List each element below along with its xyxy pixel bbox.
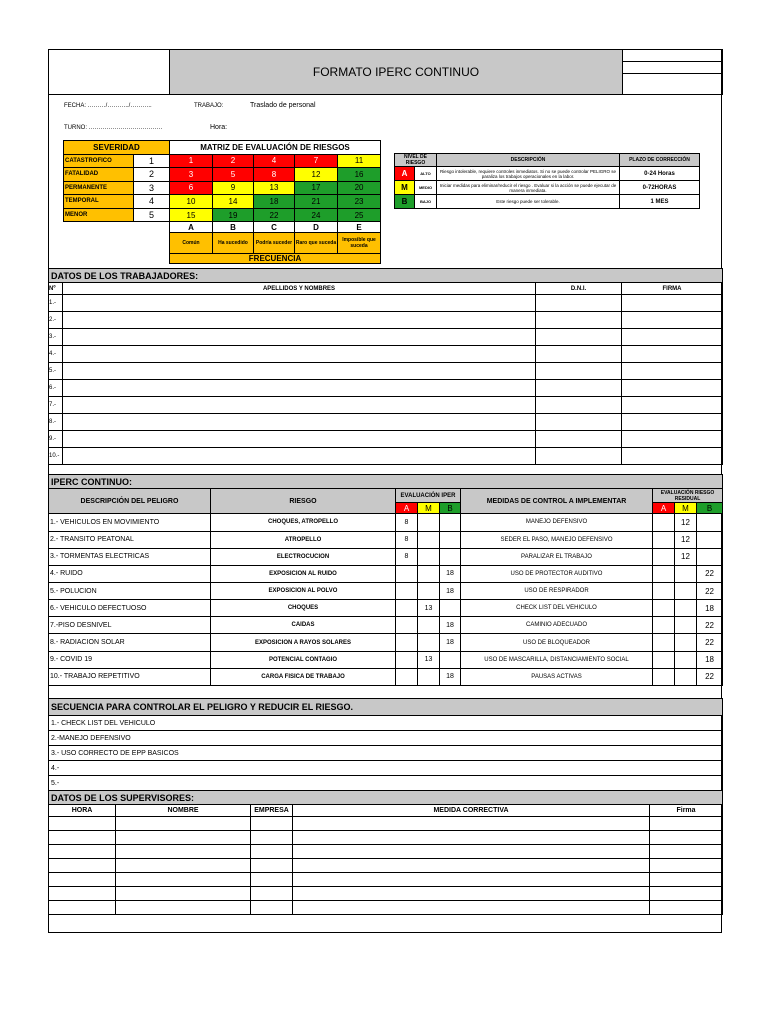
supervisor-header: EMPRESA — [251, 805, 293, 817]
eval-a-value — [396, 600, 418, 617]
matrix-cell: 23 — [338, 195, 381, 209]
severity-number: 4 — [134, 195, 170, 209]
eval-b-value — [440, 651, 461, 668]
worker-name-field[interactable] — [63, 431, 536, 448]
frequency-label: Ha sucedido — [213, 232, 254, 253]
level-name: ALTO — [415, 167, 437, 181]
control-measure: USO DE PROTECTOR AUDITIVO — [461, 565, 653, 582]
residual-b-header: B — [697, 503, 723, 514]
worker-dni-field[interactable] — [536, 380, 622, 397]
iperc-table — [48, 474, 723, 686]
worker-signature-field[interactable] — [622, 431, 723, 448]
residual-b-value: 18 — [697, 600, 723, 617]
supervisor-medida-field[interactable] — [293, 845, 650, 859]
control-measure: PARALIZAR EL TRABAJO — [461, 548, 653, 565]
frequency-letter: D — [295, 222, 338, 232]
worker-signature-field[interactable] — [622, 414, 723, 431]
residual-m-value — [675, 582, 697, 599]
residual-m-value — [675, 668, 697, 685]
severity-number: 5 — [134, 208, 170, 222]
eval-a-value — [396, 668, 418, 685]
workers-num-header: Nº — [49, 283, 63, 295]
supervisor-hora-field[interactable] — [49, 887, 116, 901]
residual-b-value: 18 — [697, 651, 723, 668]
matrix-cell: 25 — [338, 208, 381, 222]
workers-name-header: APELLIDOS Y NOMBRES — [63, 283, 536, 295]
frequency-letter: C — [254, 222, 295, 232]
supervisor-medida-field[interactable] — [293, 817, 650, 831]
matrix-cell: 22 — [254, 208, 295, 222]
matrix-cell: 10 — [170, 195, 213, 209]
hazard-description: 9.- COVID 19 — [49, 651, 211, 668]
risk-description: ATROPELLO — [211, 531, 396, 548]
matrix-cell: 21 — [295, 195, 338, 209]
matrix-cell: 6 — [170, 181, 213, 195]
matrix-cell: 4 — [254, 154, 295, 168]
control-measure: USO DE RESPIRADOR — [461, 582, 653, 599]
matrix-cell: 15 — [170, 208, 213, 222]
residual-b-value — [697, 531, 723, 548]
worker-number: 8.- — [49, 414, 63, 431]
supervisor-empresa-field[interactable] — [251, 901, 293, 915]
worker-dni-field[interactable] — [536, 431, 622, 448]
supervisor-medida-field[interactable] — [293, 859, 650, 873]
frequency-label: Imposible que suceda — [338, 232, 381, 253]
residual-a-value — [653, 634, 675, 651]
eval-b-value — [440, 531, 461, 548]
matrix-cell: 5 — [213, 168, 254, 182]
eval-a-value — [396, 617, 418, 634]
supervisor-empresa-field[interactable] — [251, 887, 293, 901]
eval-a-value — [396, 651, 418, 668]
matrix-cell: 1 — [170, 154, 213, 168]
date-cell — [623, 74, 723, 95]
severity-number: 2 — [134, 168, 170, 182]
worker-dni-field[interactable] — [536, 448, 622, 465]
eval-m-value: 13 — [418, 651, 440, 668]
code-cell — [623, 50, 723, 62]
supervisor-nombre-field[interactable] — [116, 901, 251, 915]
supervisor-firma-field[interactable] — [650, 887, 723, 901]
residual-b-value: 22 — [697, 565, 723, 582]
residual-m-value — [675, 651, 697, 668]
supervisor-medida-field[interactable] — [293, 901, 650, 915]
worker-number: 7.- — [49, 397, 63, 414]
supervisor-nombre-field[interactable] — [116, 831, 251, 845]
worker-number: 9.- — [49, 431, 63, 448]
worker-name-field[interactable] — [63, 448, 536, 465]
worker-name-field[interactable] — [63, 397, 536, 414]
risk-description: POTENCIAL CONTAGIO — [211, 651, 396, 668]
control-measure: MANEJO DEFENSIVO — [461, 514, 653, 531]
version-cell — [623, 62, 723, 74]
worker-name-field[interactable] — [63, 414, 536, 431]
supervisor-header: HORA — [49, 805, 116, 817]
eval-m-value: 13 — [418, 600, 440, 617]
sequence-step[interactable]: 5.- — [49, 776, 723, 791]
eval-b-header: B — [440, 503, 461, 514]
eval-a-value: 8 — [396, 514, 418, 531]
level-letter: A — [395, 167, 415, 181]
plazo-header: PLAZO DE CORRECCIÓN — [620, 154, 700, 167]
supervisor-hora-field[interactable] — [49, 817, 116, 831]
control-measure: USO DE MASCARILLA, DISTANCIAMIENTO SOCIAL — [461, 651, 653, 668]
risk-description: CHOQUES — [211, 600, 396, 617]
severidad-title: SEVERIDAD — [64, 141, 170, 155]
control-measure: USO DE BLOQUEADOR — [461, 634, 653, 651]
level-letter: B — [395, 195, 415, 209]
frecuencia-title: FRECUENCIA — [170, 253, 381, 263]
worker-signature-field[interactable] — [622, 346, 723, 363]
matrix-cell: 2 — [213, 154, 254, 168]
matrix-cell: 18 — [254, 195, 295, 209]
supervisor-firma-field[interactable] — [650, 817, 723, 831]
level-letter: M — [395, 181, 415, 195]
residual-a-header: A — [653, 503, 675, 514]
severity-number: 1 — [134, 154, 170, 168]
level-description: Iniciar medidas para eliminar/reducir el riesgo . Evaluar si la acción se puede ejecutar de manera inmediata. — [437, 181, 620, 195]
risk-description: EXPOSICION AL POLVO — [211, 582, 396, 599]
residual-a-value — [653, 565, 675, 582]
hazard-description: 7.-PISO DESNIVEL — [49, 617, 211, 634]
severity-label: PERMANENTE — [64, 181, 134, 195]
supervisors-title: DATOS DE LOS SUPERVISORES: — [49, 791, 723, 805]
supervisor-nombre-field[interactable] — [116, 859, 251, 873]
level-name: MEDIO — [415, 181, 437, 195]
residual-a-value — [653, 668, 675, 685]
eval-m-value — [418, 668, 440, 685]
worker-name-field[interactable] — [63, 380, 536, 397]
hazard-description: 2.- TRANSITO PEATONAL — [49, 531, 211, 548]
control-measure: CHECK LIST DEL VEHICULO — [461, 600, 653, 617]
eval-m-value — [418, 582, 440, 599]
worker-signature-field[interactable] — [622, 397, 723, 414]
supervisor-empresa-field[interactable] — [251, 845, 293, 859]
supervisor-header: NOMBRE — [116, 805, 251, 817]
residual-b-value: 22 — [697, 582, 723, 599]
risk-description: EXPOSICION AL RUIDO — [211, 565, 396, 582]
residual-m-value: 12 — [675, 514, 697, 531]
turno-field[interactable]: TURNO: ………………………………. — [64, 125, 163, 131]
eval-b-value — [440, 514, 461, 531]
worker-number: 6.- — [49, 380, 63, 397]
residual-b-value — [697, 548, 723, 565]
eval-a-value — [396, 565, 418, 582]
matrix-cell: 17 — [295, 181, 338, 195]
residual-header: EVALUACIÓN RIESGO RESIDUAL — [653, 489, 723, 503]
residual-m-value — [675, 617, 697, 634]
risk-description: CHOQUES, ATROPELLO — [211, 514, 396, 531]
residual-b-value: 22 — [697, 668, 723, 685]
risk-levels-table — [394, 153, 700, 209]
matrix-cell: 12 — [295, 168, 338, 182]
supervisor-medida-field[interactable] — [293, 887, 650, 901]
supervisor-header: Firma — [650, 805, 723, 817]
worker-name-field[interactable] — [63, 363, 536, 380]
eval-m-value — [418, 617, 440, 634]
frequency-label: Podría suceder — [254, 232, 295, 253]
worker-number: 3.- — [49, 329, 63, 346]
form-title: FORMATO IPERC CONTINUO — [170, 50, 623, 95]
worker-signature-field[interactable] — [622, 329, 723, 346]
residual-m-value: 12 — [675, 548, 697, 565]
worker-dni-field[interactable] — [536, 346, 622, 363]
supervisor-nombre-field[interactable] — [116, 845, 251, 859]
severity-label: MENOR — [64, 208, 134, 222]
workers-dni-header: D.N.I. — [536, 283, 622, 295]
worker-dni-field[interactable] — [536, 414, 622, 431]
eval-b-value: 18 — [440, 617, 461, 634]
eval-iper-header: EVALUACIÓN IPER — [396, 489, 461, 503]
worker-number: 5.- — [49, 363, 63, 380]
hazard-description: 5.- POLUCION — [49, 582, 211, 599]
sequence-step[interactable]: 4.- — [49, 761, 723, 776]
worker-dni-field[interactable] — [536, 363, 622, 380]
eval-m-value — [418, 514, 440, 531]
residual-a-value — [653, 514, 675, 531]
supervisor-firma-field[interactable] — [650, 901, 723, 915]
frequency-label: Común — [170, 232, 213, 253]
eval-m-header: M — [418, 503, 440, 514]
supervisor-hora-field[interactable] — [49, 831, 116, 845]
residual-a-value — [653, 531, 675, 548]
worker-name-field[interactable] — [63, 329, 536, 346]
supervisor-nombre-field[interactable] — [116, 873, 251, 887]
worker-signature-field[interactable] — [622, 380, 723, 397]
supervisor-hora-field[interactable] — [49, 901, 116, 915]
hazard-description: 8.- RADIACION SOLAR — [49, 634, 211, 651]
risk-description: EXPOSICION A RAYOS SOLARES — [211, 634, 396, 651]
hazard-description: 10.- TRABAJO REPETITIVO — [49, 668, 211, 685]
sequence-step[interactable]: 2.-MANEJO DEFENSIVO — [49, 731, 723, 746]
frequency-letter: E — [338, 222, 381, 232]
nivel-header: NIVEL DE RIESGO — [395, 154, 437, 167]
logo-cell — [49, 50, 170, 95]
residual-b-value: 22 — [697, 617, 723, 634]
peligro-header: DESCRIPCIÓN DEL PELIGRO — [49, 489, 211, 514]
residual-a-value — [653, 651, 675, 668]
matrix-cell: 3 — [170, 168, 213, 182]
riesgo-header: RIESGO — [211, 489, 396, 514]
worker-signature-field[interactable] — [622, 448, 723, 465]
risk-matrix — [63, 140, 381, 264]
supervisor-medida-field[interactable] — [293, 873, 650, 887]
eval-a-value: 8 — [396, 531, 418, 548]
supervisor-hora-field[interactable] — [49, 859, 116, 873]
matrix-cell: 20 — [338, 181, 381, 195]
sequence-step[interactable]: 1.- CHECK LIST DEL VEHICULO — [49, 716, 723, 731]
residual-m-header: M — [675, 503, 697, 514]
residual-b-value: 22 — [697, 634, 723, 651]
workers-firma-header: FIRMA — [622, 283, 723, 295]
level-deadline: 0-24 Horas — [620, 167, 700, 181]
eval-b-value: 18 — [440, 582, 461, 599]
sequence-title: SECUENCIA PARA CONTROLAR EL PELIGRO Y REDUCIR EL RIESGO. — [49, 699, 723, 716]
residual-m-value: 12 — [675, 531, 697, 548]
residual-a-value — [653, 582, 675, 599]
severity-number: 3 — [134, 181, 170, 195]
eval-m-value — [418, 548, 440, 565]
hazard-description: 1.- VEHICULOS EN MOVIMIENTO — [49, 514, 211, 531]
frequency-letter: B — [213, 222, 254, 232]
hazard-description: 6.- VEHICULO DEFECTUOSO — [49, 600, 211, 617]
worker-dni-field[interactable] — [536, 329, 622, 346]
supervisor-medida-field[interactable] — [293, 831, 650, 845]
descripcion-header: DESCRIPCIÓN — [437, 154, 620, 167]
worker-name-field[interactable] — [63, 312, 536, 329]
supervisors-table — [48, 790, 723, 915]
trabajo-label: TRABAJO: — [194, 103, 224, 109]
title-block — [48, 49, 723, 95]
supervisor-firma-field[interactable] — [650, 831, 723, 845]
supervisor-firma-field[interactable] — [650, 873, 723, 887]
risk-description: CAIDAS — [211, 617, 396, 634]
hora-field[interactable]: Hora: — [210, 124, 228, 131]
eval-b-value — [440, 548, 461, 565]
worker-number: 2.- — [49, 312, 63, 329]
residual-b-value — [697, 514, 723, 531]
residual-m-value — [675, 565, 697, 582]
matrix-cell: 9 — [213, 181, 254, 195]
worker-name-field[interactable] — [63, 346, 536, 363]
eval-m-value — [418, 565, 440, 582]
residual-m-value — [675, 634, 697, 651]
level-description: Riesgo intolerable, requiere controles inmediatos. Si no se puede controlar PELIGRO se paraliza los trabajos operacionales en la labor. — [437, 167, 620, 181]
worker-dni-field[interactable] — [536, 295, 622, 312]
supervisor-hora-field[interactable] — [49, 845, 116, 859]
control-measure: CAMINIO ADECUADO — [461, 617, 653, 634]
workers-table — [48, 268, 723, 465]
matrix-cell: 8 — [254, 168, 295, 182]
eval-b-value — [440, 600, 461, 617]
medidas-header: MEDIDAS DE CONTROL A IMPLEMENTAR — [461, 489, 653, 514]
sequence-step[interactable]: 3.- USO CORRECTO DE EPP BASICOS — [49, 746, 723, 761]
supervisor-empresa-field[interactable] — [251, 831, 293, 845]
sequence-table — [48, 698, 723, 791]
trabajo-value[interactable]: Traslado de personal — [250, 102, 316, 109]
matrix-cell: 13 — [254, 181, 295, 195]
eval-a-header: A — [396, 503, 418, 514]
risk-description: CARGA FISICA DE TRABAJO — [211, 668, 396, 685]
eval-b-value: 18 — [440, 668, 461, 685]
worker-dni-field[interactable] — [536, 312, 622, 329]
supervisor-firma-field[interactable] — [650, 859, 723, 873]
supervisor-empresa-field[interactable] — [251, 859, 293, 873]
risk-description: ELECTROCUCION — [211, 548, 396, 565]
supervisor-header: MEDIDA CORRECTIVA — [293, 805, 650, 817]
level-deadline: 1 MES — [620, 195, 700, 209]
severity-label: CATASTROFICO — [64, 154, 134, 168]
control-measure: SEDER EL PASO, MANEJO DEFENSIVO — [461, 531, 653, 548]
matrix-cell: 11 — [338, 154, 381, 168]
worker-signature-field[interactable] — [622, 312, 723, 329]
eval-b-value: 18 — [440, 634, 461, 651]
residual-m-value — [675, 600, 697, 617]
worker-name-field[interactable] — [63, 295, 536, 312]
residual-a-value — [653, 548, 675, 565]
level-name: BAJO — [415, 195, 437, 209]
matrix-title: MATRIZ DE EVALUACIÓN DE RIESGOS — [170, 141, 381, 155]
eval-m-value — [418, 531, 440, 548]
severity-label: TEMPORAL — [64, 195, 134, 209]
supervisor-empresa-field[interactable] — [251, 817, 293, 831]
residual-a-value — [653, 600, 675, 617]
frequency-label: Raro que suceda — [295, 232, 338, 253]
iperc-title: IPERC CONTINUO: — [49, 475, 723, 489]
worker-signature-field[interactable] — [622, 295, 723, 312]
matrix-cell: 7 — [295, 154, 338, 168]
severity-label: FATALIDAD — [64, 168, 134, 182]
level-description: Este riesgo puede ser tolerable. — [437, 195, 620, 209]
supervisor-nombre-field[interactable] — [116, 817, 251, 831]
matrix-cell: 14 — [213, 195, 254, 209]
control-measure: PAUSAS ACTIVAS — [461, 668, 653, 685]
matrix-cell: 24 — [295, 208, 338, 222]
worker-signature-field[interactable] — [622, 363, 723, 380]
worker-number: 10.- — [49, 448, 63, 465]
frequency-letter: A — [170, 222, 213, 232]
worker-dni-field[interactable] — [536, 397, 622, 414]
eval-a-value — [396, 582, 418, 599]
hazard-description: 3.- TORMENTAS ELECTRICAS — [49, 548, 211, 565]
worker-number: 1.- — [49, 295, 63, 312]
eval-a-value — [396, 634, 418, 651]
worker-number: 4.- — [49, 346, 63, 363]
eval-a-value: 8 — [396, 548, 418, 565]
hazard-description: 4.- RUIDO — [49, 565, 211, 582]
eval-m-value — [418, 634, 440, 651]
supervisor-hora-field[interactable] — [49, 873, 116, 887]
eval-b-value: 18 — [440, 565, 461, 582]
residual-a-value — [653, 617, 675, 634]
workers-title: DATOS DE LOS TRABAJADORES: — [49, 269, 723, 283]
supervisor-nombre-field[interactable] — [116, 887, 251, 901]
supervisor-empresa-field[interactable] — [251, 873, 293, 887]
matrix-cell: 19 — [213, 208, 254, 222]
level-deadline: 0-72HORAS — [620, 181, 700, 195]
supervisor-firma-field[interactable] — [650, 845, 723, 859]
fecha-field[interactable]: FECHA: ………/………../……….. — [64, 103, 152, 109]
matrix-cell: 16 — [338, 168, 381, 182]
